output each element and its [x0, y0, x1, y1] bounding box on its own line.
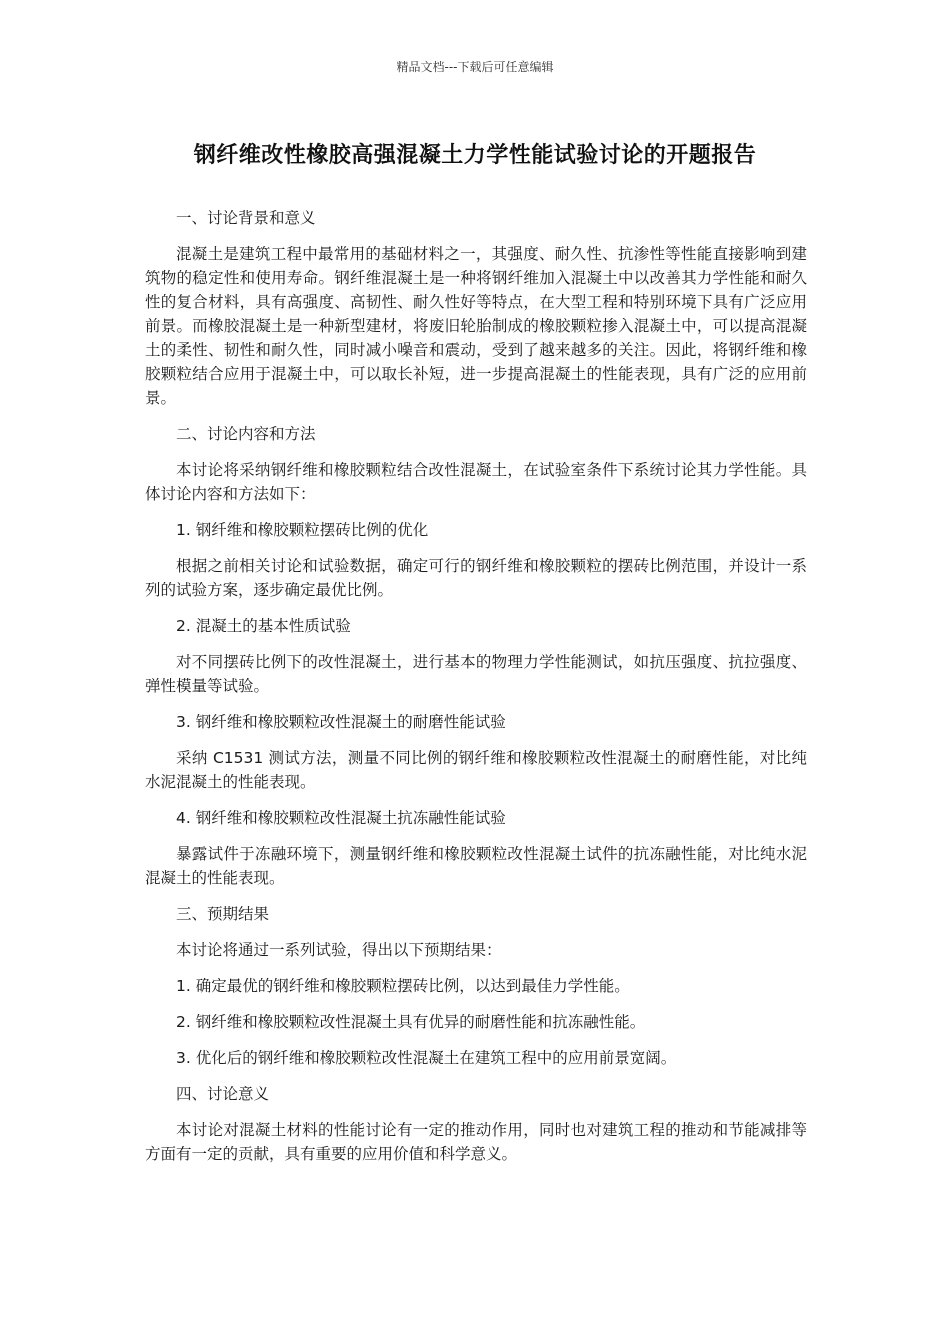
header-note: 精品文档---下载后可任意编辑	[396, 60, 554, 74]
result-item-2: 2. 钢纤维和橡胶颗粒改性混凝土具有优异的耐磨性能和抗冻融性能。	[176, 1013, 646, 1031]
document-body	[145, 206, 807, 1178]
section-heading-significance: 四、讨论意义	[176, 1085, 270, 1103]
paragraph-results-intro: 本讨论将通过一系列试验，得出以下预期结果：	[176, 941, 502, 959]
item-heading-3: 3. 钢纤维和橡胶颗粒改性混凝土的耐磨性能试验	[176, 713, 506, 731]
paragraph-background: 混凝土是建筑工程中最常用的基础材料之一，其强度、耐久性、抗渗性等性能直接影响到建筑物的稳定性和使用寿命。钢纤维混凝土是一种将钢纤维加入混凝土中以改善其力学性能和耐久性的复合材料，具有高强度、高韧性、耐久性好等特点，在大型工程和特别环境下具有广泛应用前景。而橡胶混凝土是一种新型建材，将废旧轮胎制成的橡胶颗粒掺入混凝土中，可以提高混凝土的柔性、韧性和耐久性，同时减小噪音和震动，受到了越来越多的关注。因此，将钢纤维和橡胶颗粒结合应用于混凝土中，可以取长补短，进一步提高混凝土的性能表现，具有广泛的应用前景。	[145, 245, 807, 407]
item-heading-4: 4. 钢纤维和橡胶颗粒改性混凝土抗冻融性能试验	[176, 809, 506, 827]
paragraph-significance: 本讨论对混凝土材料的性能讨论有一定的推动作用，同时也对建筑工程的推动和节能减排等方面有一定的贡献，具有重要的应用价值和科学意义。	[145, 1121, 807, 1163]
document-title: 钢纤维改性橡胶高强混凝土力学性能试验讨论的开题报告	[193, 143, 757, 168]
item-paragraph-3: 采纳 C1531 测试方法，测量不同比例的钢纤维和橡胶颗粒改性混凝土的耐磨性能，对比纯水泥混凝土的性能表现。	[145, 749, 807, 791]
item-heading-2: 2. 混凝土的基本性质试验	[176, 617, 351, 635]
paragraph-content-intro: 本讨论将采纳钢纤维和橡胶颗粒结合改性混凝土，在试验室条件下系统讨论其力学性能。具体讨论内容和方法如下：	[145, 461, 807, 503]
result-item-3: 3. 优化后的钢纤维和橡胶颗粒改性混凝土在建筑工程中的应用前景宽阔。	[176, 1049, 677, 1067]
section-heading-results: 三、预期结果	[176, 905, 270, 923]
item-paragraph-1: 根据之前相关讨论和试验数据，确定可行的钢纤维和橡胶颗粒的摆砖比例范围，并设计一系列的试验方案，逐步确定最优比例。	[145, 557, 807, 599]
section-heading-background: 一、讨论背景和意义	[176, 209, 316, 227]
result-item-1: 1. 确定最优的钢纤维和橡胶颗粒摆砖比例，以达到最佳力学性能。	[176, 977, 630, 995]
section-heading-content: 二、讨论内容和方法	[176, 425, 316, 443]
item-paragraph-4: 暴露试件于冻融环境下，测量钢纤维和橡胶颗粒改性混凝土试件的抗冻融性能，对比纯水泥混凝土的性能表现。	[145, 845, 807, 887]
item-paragraph-2: 对不同摆砖比例下的改性混凝土，进行基本的物理力学性能测试，如抗压强度、抗拉强度、弹性模量等试验。	[145, 653, 807, 695]
item-heading-1: 1. 钢纤维和橡胶颗粒摆砖比例的优化	[176, 521, 429, 539]
